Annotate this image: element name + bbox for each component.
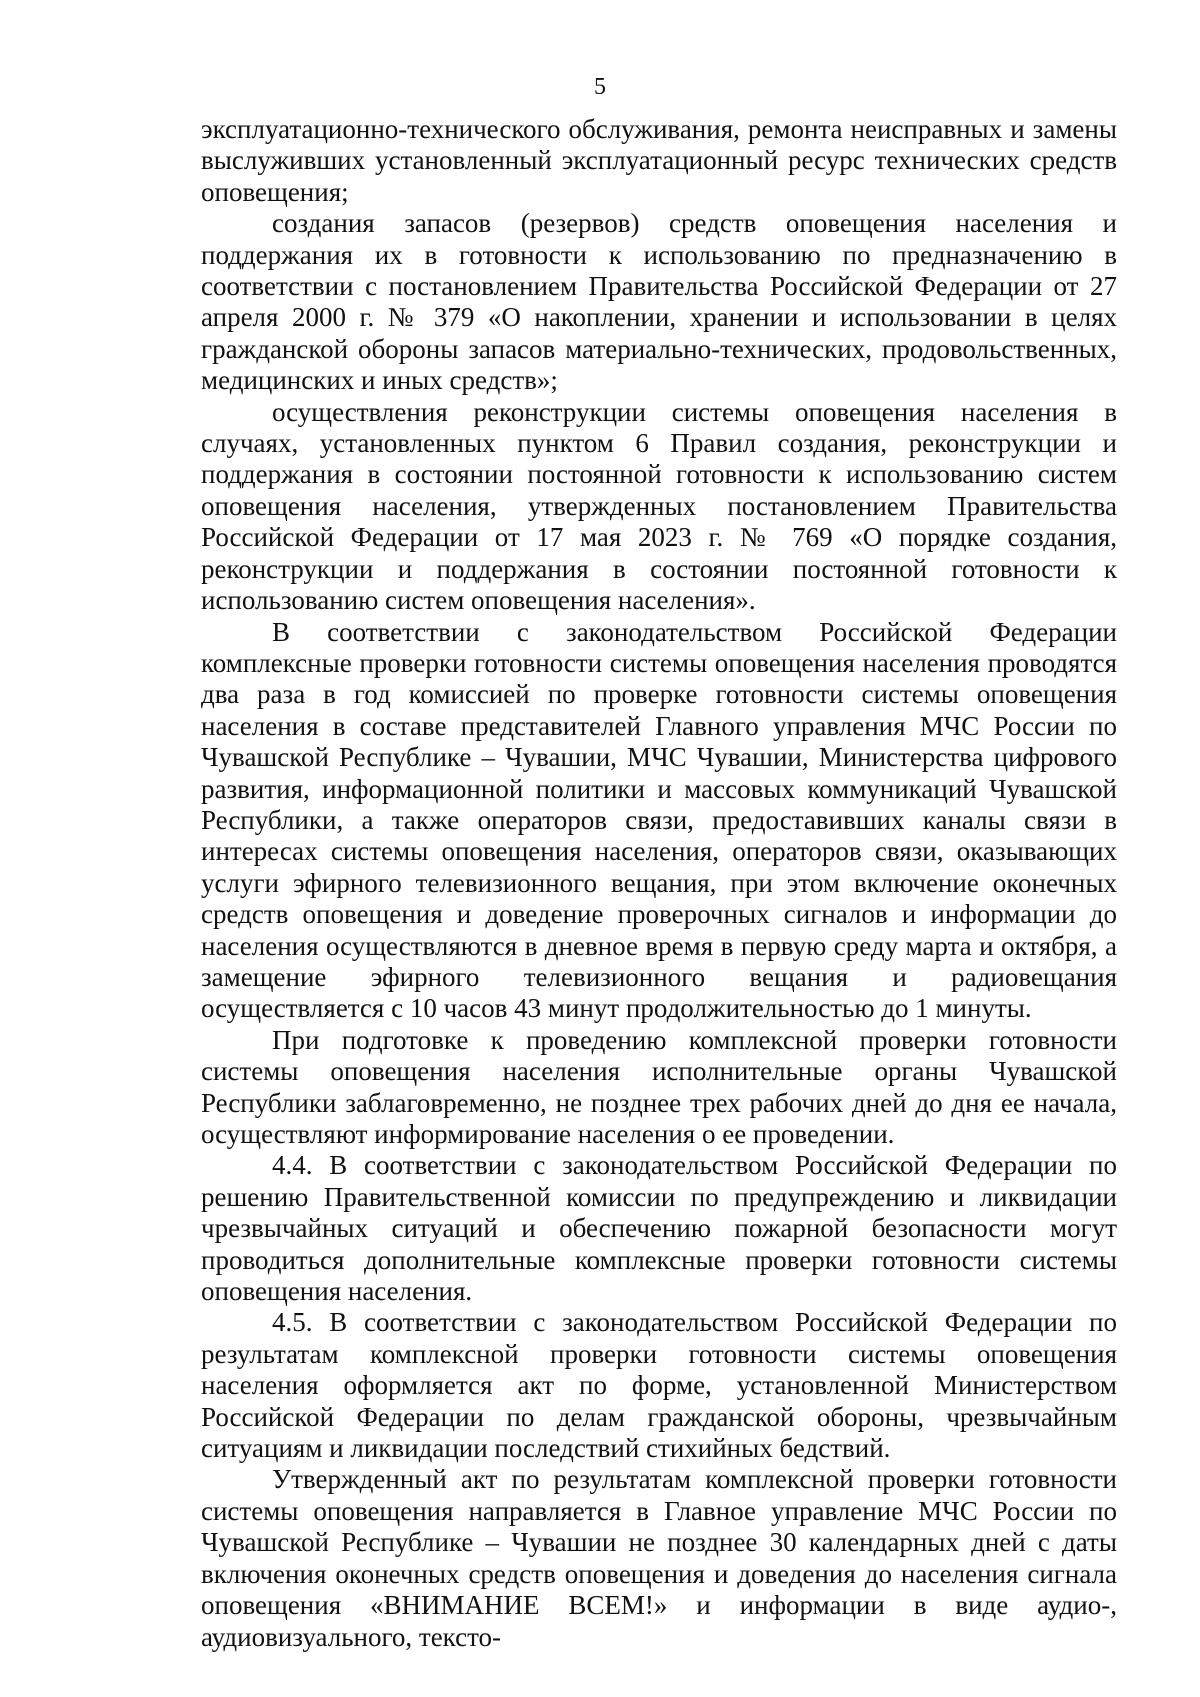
page-number: 5	[594, 74, 606, 100]
paragraph-complex-checks: В соответствии с законодательством Российской Федерации комплексные проверки готовности системы оповещения населения проводятся два раза в год комиссией по проверке готовности системы оповещения населения в составе представителей Главного управления МЧС России по Чувашской Республике – Чувашии, МЧС Чувашии, Министерства цифрового развития, информационной политики и массовых коммуникаций Чувашской Республики, а также операторов связи, предоставивших каналы связи в интересах системы оповещения населения, операторов связи, оказывающих услуги эфирного телевизионного вещания, при этом включение оконечных средств оповещения и доведение проверочных сигналов и информации до населения осуществляются в дневное время в первую среду марта и октября, а замещение эфирного телевизионного вещания и радиовещания осуществляется с 10 часов 43 минут продолжительностью до 1 минуты.	[201, 616, 1117, 1024]
paragraph-approved-act: Утвержденный акт по результатам комплексной проверки готовности системы оповещения направляется в Главное управление МЧС России по Чувашской Республике – Чувашии не позднее 30 календарных дней с даты включения оконечных средств оповещения и доведения до населения сигнала оповещения «ВНИМАНИЕ ВСЕМ!» и информации в виде аудио-, аудиовизуального, тексто-	[201, 1464, 1117, 1652]
paragraph-4-5: 4.5. В соответствии с законодательством Российской Федерации по результатам комплексной проверки готовности системы оповещения населения оформляется акт по форме, установленной Министерством Российской Федерации по делам гражданской обороны, чрезвычайным ситуациям и ликвидации последствий стихийных бедствий.	[201, 1307, 1117, 1464]
paragraph-reserves: создания запасов (резервов) средств оповещения населения и поддержания их в готовности к использованию по предназначению в соответствии с постановлением Правительства Российской Федерации от 27 апреля 2000 г. № 379 «О накоплении, хранении и использовании в целях гражданской обороны запасов материально-технических, продовольственных, медицинских и иных средств»;	[201, 208, 1117, 396]
document-body	[201, 114, 1117, 1653]
paragraph-reconstruction: осуществления реконструкции системы оповещения населения в случаях, установленных пунктом 6 Правил создания, реконструкции и поддержания в состоянии постоянной готовности к использованию систем оповещения населения, утвержденных постановлением Правительства Российской Федерации от 17 мая 2023 г. № 769 «О порядке создания, реконструкции и поддержания в состоянии постоянной готовности к использованию систем оповещения населения».	[201, 396, 1117, 616]
paragraph-maintenance: эксплуатационно-технического обслуживания, ремонта неисправных и замены выслуживших установленный эксплуатационный ресурс технических средств оповещения;	[201, 114, 1117, 207]
paragraph-population-informing: При подготовке к проведению комплексной проверки готовности системы оповещения населения исполнительные органы Чувашской Республики заблаговременно, не позднее трех рабочих дней до дня ее начала, осуществляют информирование населения о ее проведении.	[201, 1024, 1117, 1149]
paragraph-4-4: 4.4. В соответствии с законодательством Российской Федерации по решению Правительственной комиссии по предупреждению и ликвидации чрезвычайных ситуаций и обеспечению пожарной безопасности могут проводиться дополнительные комплексные проверки готовности системы оповещения населения.	[201, 1150, 1117, 1307]
